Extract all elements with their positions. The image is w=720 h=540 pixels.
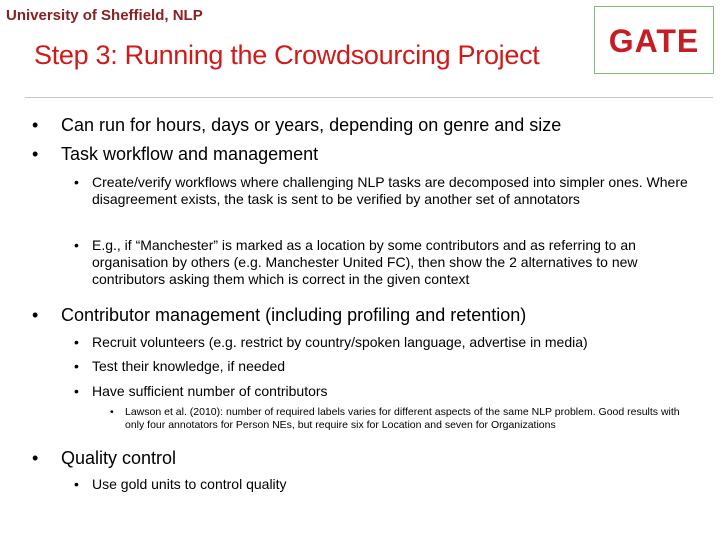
bullet-marker: • <box>74 383 79 399</box>
bullet-item-2 <box>32 143 692 165</box>
slide-title: Step 3: Running the Crowdsourcing Project <box>34 40 540 70</box>
sub-sub-bullet-item <box>110 406 700 432</box>
bullet-marker: • <box>74 237 79 253</box>
bullet-marker: • <box>74 334 79 350</box>
sub-bullet-item <box>74 476 688 493</box>
sub-bullet-item <box>74 174 688 208</box>
bullet-text: Create/verify workflows where challenging NLP tasks are decomposed into simpler ones. Where disagreement exists, the task is sent to be verified by another set of annotators <box>92 174 688 207</box>
bullet-marker: • <box>32 115 39 135</box>
bullet-text: Task workflow and management <box>61 144 319 164</box>
bullet-text: Have sufficient number of contributors <box>92 383 328 399</box>
bullet-item-1 <box>32 114 692 136</box>
bullet-text: Quality control <box>61 448 177 468</box>
bullet-marker: • <box>74 476 79 492</box>
bullet-text: Test their knowledge, if needed <box>92 358 286 374</box>
bullet-marker: • <box>32 305 39 325</box>
bullet-marker: • <box>74 358 79 374</box>
bullet-text: Lawson et al. (2010): number of required labels varies for different aspects of the same NLP problem. Good results with only four annotators for Person NEs, but require six for Location and seven for Organizations <box>125 406 680 431</box>
bullet-text: Use gold units to control quality <box>92 476 287 492</box>
bullet-item-3 <box>32 304 692 326</box>
bullet-item-4 <box>32 447 692 469</box>
sub-bullet-item <box>74 383 688 400</box>
bullet-text: Can run for hours, days or years, depending on genre and size <box>61 115 562 135</box>
sub-bullet-item <box>74 358 688 375</box>
bullet-text: E.g., if “Manchester” is marked as a location by some contributors and as referring to an organisation by others (e.g. Manchester United FC), then show the 2 alternatives to new contributors asking them which is correct in the given context <box>92 237 638 287</box>
sub-bullet-item <box>74 334 688 351</box>
bullet-text: Contributor management (including profiling and retention) <box>61 305 527 325</box>
bullet-marker: • <box>32 448 39 468</box>
bullet-text: Recruit volunteers (e.g. restrict by country/spoken language, advertise in media) <box>92 334 588 350</box>
sub-bullet-item <box>74 237 688 288</box>
gate-logo-text: GATE <box>608 23 700 59</box>
bullet-marker: • <box>110 406 114 418</box>
bullet-marker: • <box>32 144 39 164</box>
university-label: University of Sheffield, NLP <box>6 7 203 24</box>
bullet-marker: • <box>74 174 79 190</box>
